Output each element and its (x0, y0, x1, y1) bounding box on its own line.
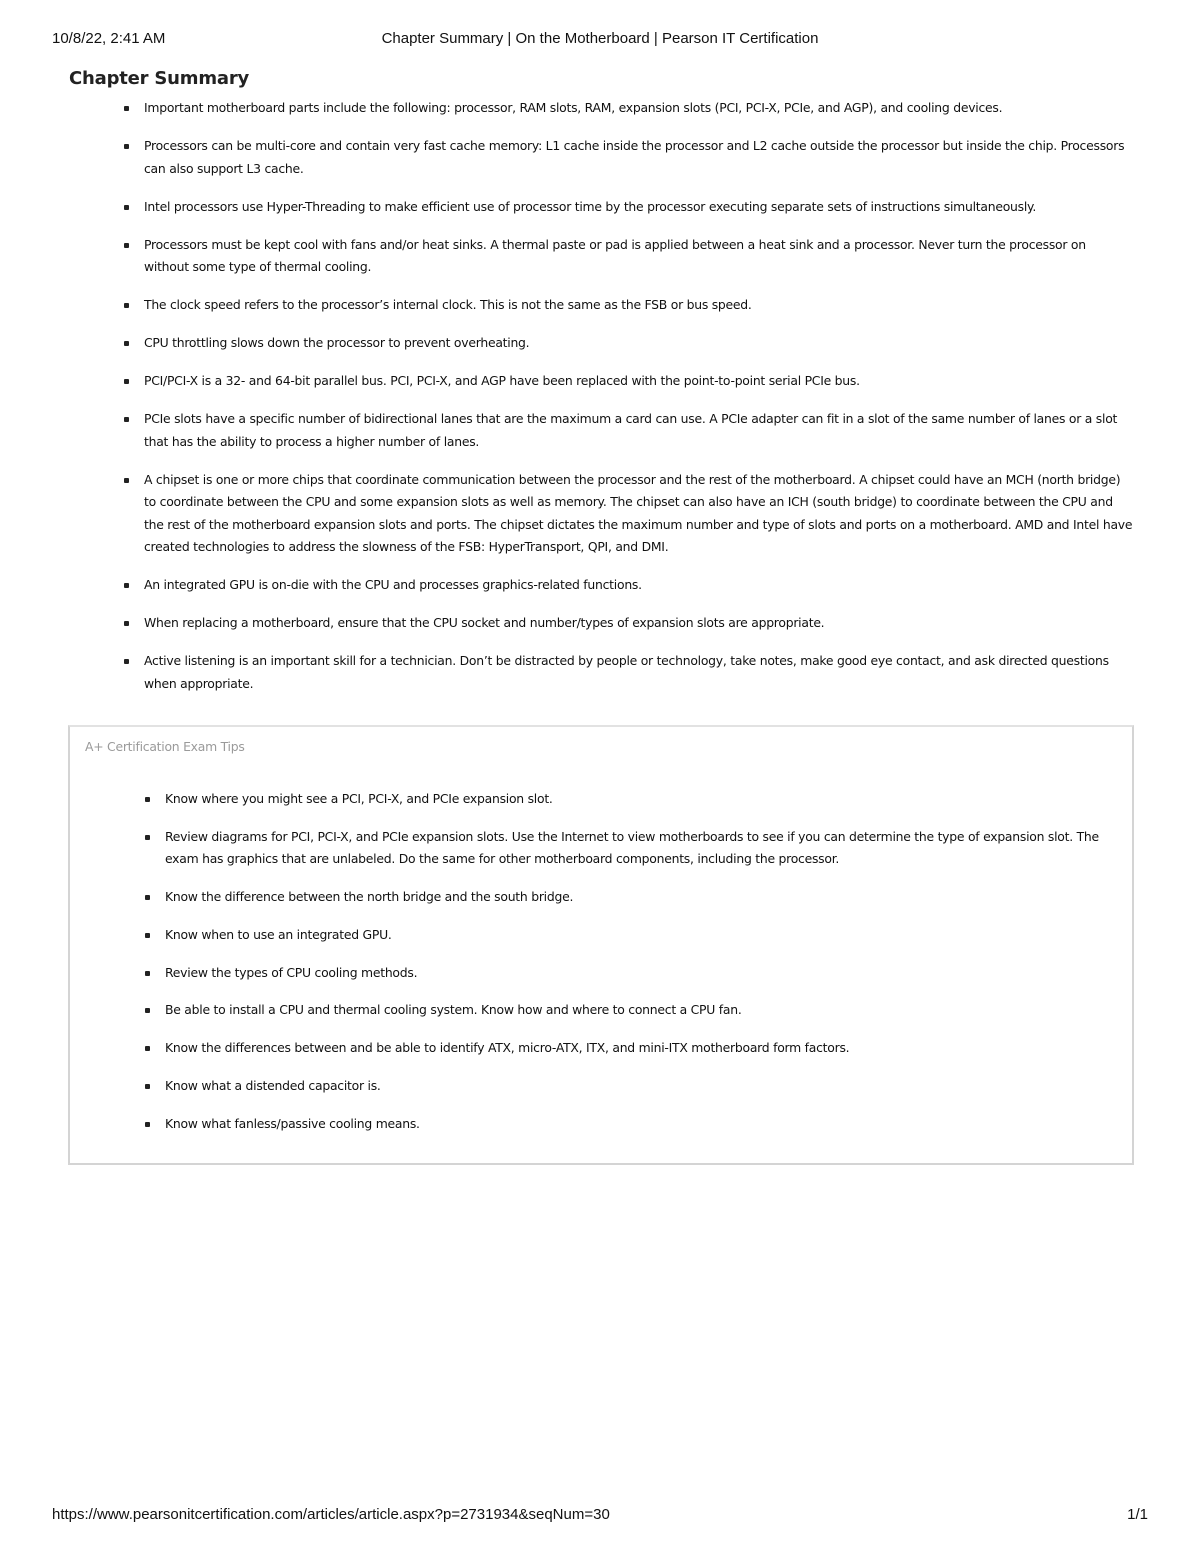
bullet-icon (124, 205, 129, 210)
exam-tip-text: Know where you might see a PCI, PCI-X, and PCIe expansion slot. (165, 791, 553, 806)
exam-tip-item (165, 1075, 1118, 1098)
exam-tip-item (165, 999, 1118, 1022)
bullet-icon (124, 106, 129, 111)
exam-tip-item (165, 962, 1118, 985)
bullet-icon (145, 797, 150, 802)
summary-item (144, 408, 1133, 453)
page-url: https://www.pearsonitcertification.com/articles/article.aspx?p=2731934&seqNum=30 (52, 1506, 610, 1523)
bullet-icon (124, 243, 129, 248)
bullet-icon (145, 895, 150, 900)
exam-tip-text: Know what a distended capacitor is. (165, 1078, 381, 1094)
summary-item-text: When replacing a motherboard, ensure that the CPU socket and number/types of expansion slots are appropriate. (144, 615, 825, 630)
bullet-icon (145, 1084, 150, 1089)
bullet-icon (145, 835, 150, 840)
summary-item-text: Important motherboard parts include the following: processor, RAM slots, RAM, expansion slots (PCI, PCI-X, PCIe, and AGP), and cooling devices. (144, 100, 1003, 115)
summary-item-text: Active listening is an important skill for a technician. Don’t be distracted by people or technology, take notes, make good eye contact, and ask directed questions when appropriate. (144, 653, 1109, 691)
exam-tip-item (165, 1113, 1118, 1136)
exam-tip-text: Know when to use an integrated GPU. (165, 926, 392, 942)
exam-tip-text: Know the difference between the north bridge and the south bridge. (165, 889, 574, 905)
exam-tip-text: Know what fanless/passive cooling means. (165, 1115, 420, 1131)
exam-tip-item (165, 826, 1118, 871)
exam-tip-item (165, 1037, 1118, 1060)
summary-list (69, 97, 1133, 695)
bullet-icon (124, 144, 129, 149)
bullet-icon (145, 933, 150, 938)
bullet-icon (124, 583, 129, 588)
exam-tips-list (70, 788, 1118, 1151)
summary-item-text: Processors must be kept cool with fans and/or heat sinks. A thermal paste or pad is applied between a heat sink and a processor. Never turn the processor on without some type of thermal cooling. (144, 236, 1086, 274)
summary-item (144, 294, 1133, 317)
summary-item-text: CPU throttling slows down the processor to prevent overheating. (144, 335, 530, 350)
summary-item-text: The clock speed refers to the processor’s internal clock. This is not the same as the FSB or bus speed. (144, 297, 752, 312)
summary-item-text: Intel processors use Hyper-Threading to make efficient use of processor time by the processor executing separate sets of instructions simultaneously. (144, 198, 1037, 214)
exam-tip-text: Review diagrams for PCI, PCI-X, and PCIe expansion slots. Use the Internet to view motherboards to see if you can determine the type of expansion slot. The exam has graphics that are unlabeled. Do the same for other motherboard components, including the processor. (165, 828, 1099, 867)
print-footer (52, 1506, 1148, 1526)
summary-item (144, 234, 1133, 279)
summary-item (144, 370, 1133, 393)
summary-item (144, 135, 1133, 180)
summary-item (144, 574, 1133, 597)
exam-tip-text: Review the types of CPU cooling methods. (165, 964, 418, 980)
chapter-heading: Chapter Summary (69, 68, 250, 89)
exam-tip-item (165, 924, 1118, 947)
bullet-icon (124, 341, 129, 346)
bullet-icon (145, 1008, 150, 1013)
summary-item (144, 196, 1133, 219)
bullet-icon (145, 1122, 150, 1127)
exam-tip-text: Know the differences between and be able to identify ATX, micro-ATX, ITX, and mini-ITX motherboard form factors. (165, 1040, 850, 1056)
exam-tip-item (165, 886, 1118, 909)
bullet-icon (124, 303, 129, 308)
article-content (69, 68, 1133, 711)
summary-item-text: PCIe slots have a specific number of bidirectional lanes that are the maximum a card can use. A PCIe adapter can fit in a slot of the same number of lanes or a slot that has the ability to process a higher number of lanes. (144, 411, 1118, 449)
summary-item (144, 612, 1133, 635)
bullet-icon (124, 659, 129, 664)
print-datetime: 10/8/22, 2:41 AM (52, 30, 166, 47)
bullet-icon (145, 971, 150, 976)
print-header (52, 30, 1148, 50)
exam-tips-box (68, 725, 1134, 1165)
summary-item-text: Processors can be multi-core and contain very fast cache memory: L1 cache inside the processor and L2 cache outside the processor but inside the chip. Processors can also support L3 cache. (144, 138, 1125, 176)
exam-tip-item (165, 788, 1118, 811)
print-page-title: Chapter Summary | On the Motherboard | Pearson IT Certification (381, 30, 819, 47)
bullet-icon (145, 1046, 150, 1051)
exam-tips-title: A+ Certification Exam Tips (85, 739, 245, 754)
summary-item (144, 469, 1133, 559)
summary-item-text: A chipset is one or more chips that coordinate communication between the processor and the rest of the motherboard. A chipset could have an MCH (north bridge) to coordinate between the CPU and some expansion slots as well as memory. The chipset can also have an ICH (south bridge) to coordinate between the CPU and the rest of the motherboard expansion slots and ports. The chipset dictates the maximum number and type of slots and ports on a motherboard. AMD and Intel have created technologies to address the slowness of the FSB: HyperTransport, QPI, and DMI. (144, 471, 1133, 554)
bullet-icon (124, 379, 129, 384)
page-number: 1/1 (1127, 1506, 1148, 1523)
bullet-icon (124, 417, 129, 422)
summary-item (144, 97, 1133, 120)
bullet-icon (124, 621, 129, 626)
summary-item-text: An integrated GPU is on-die with the CPU and processes graphics-related functions. (144, 577, 642, 592)
summary-item (144, 332, 1133, 355)
summary-item (144, 650, 1133, 695)
exam-tip-text: Be able to install a CPU and thermal cooling system. Know how and where to connect a CPU fan. (165, 1002, 742, 1018)
summary-item-text: PCI/PCI-X is a 32- and 64-bit parallel bus. PCI, PCI-X, and AGP have been replaced with the point-to-point serial PCIe bus. (144, 373, 860, 388)
bullet-icon (124, 478, 129, 483)
